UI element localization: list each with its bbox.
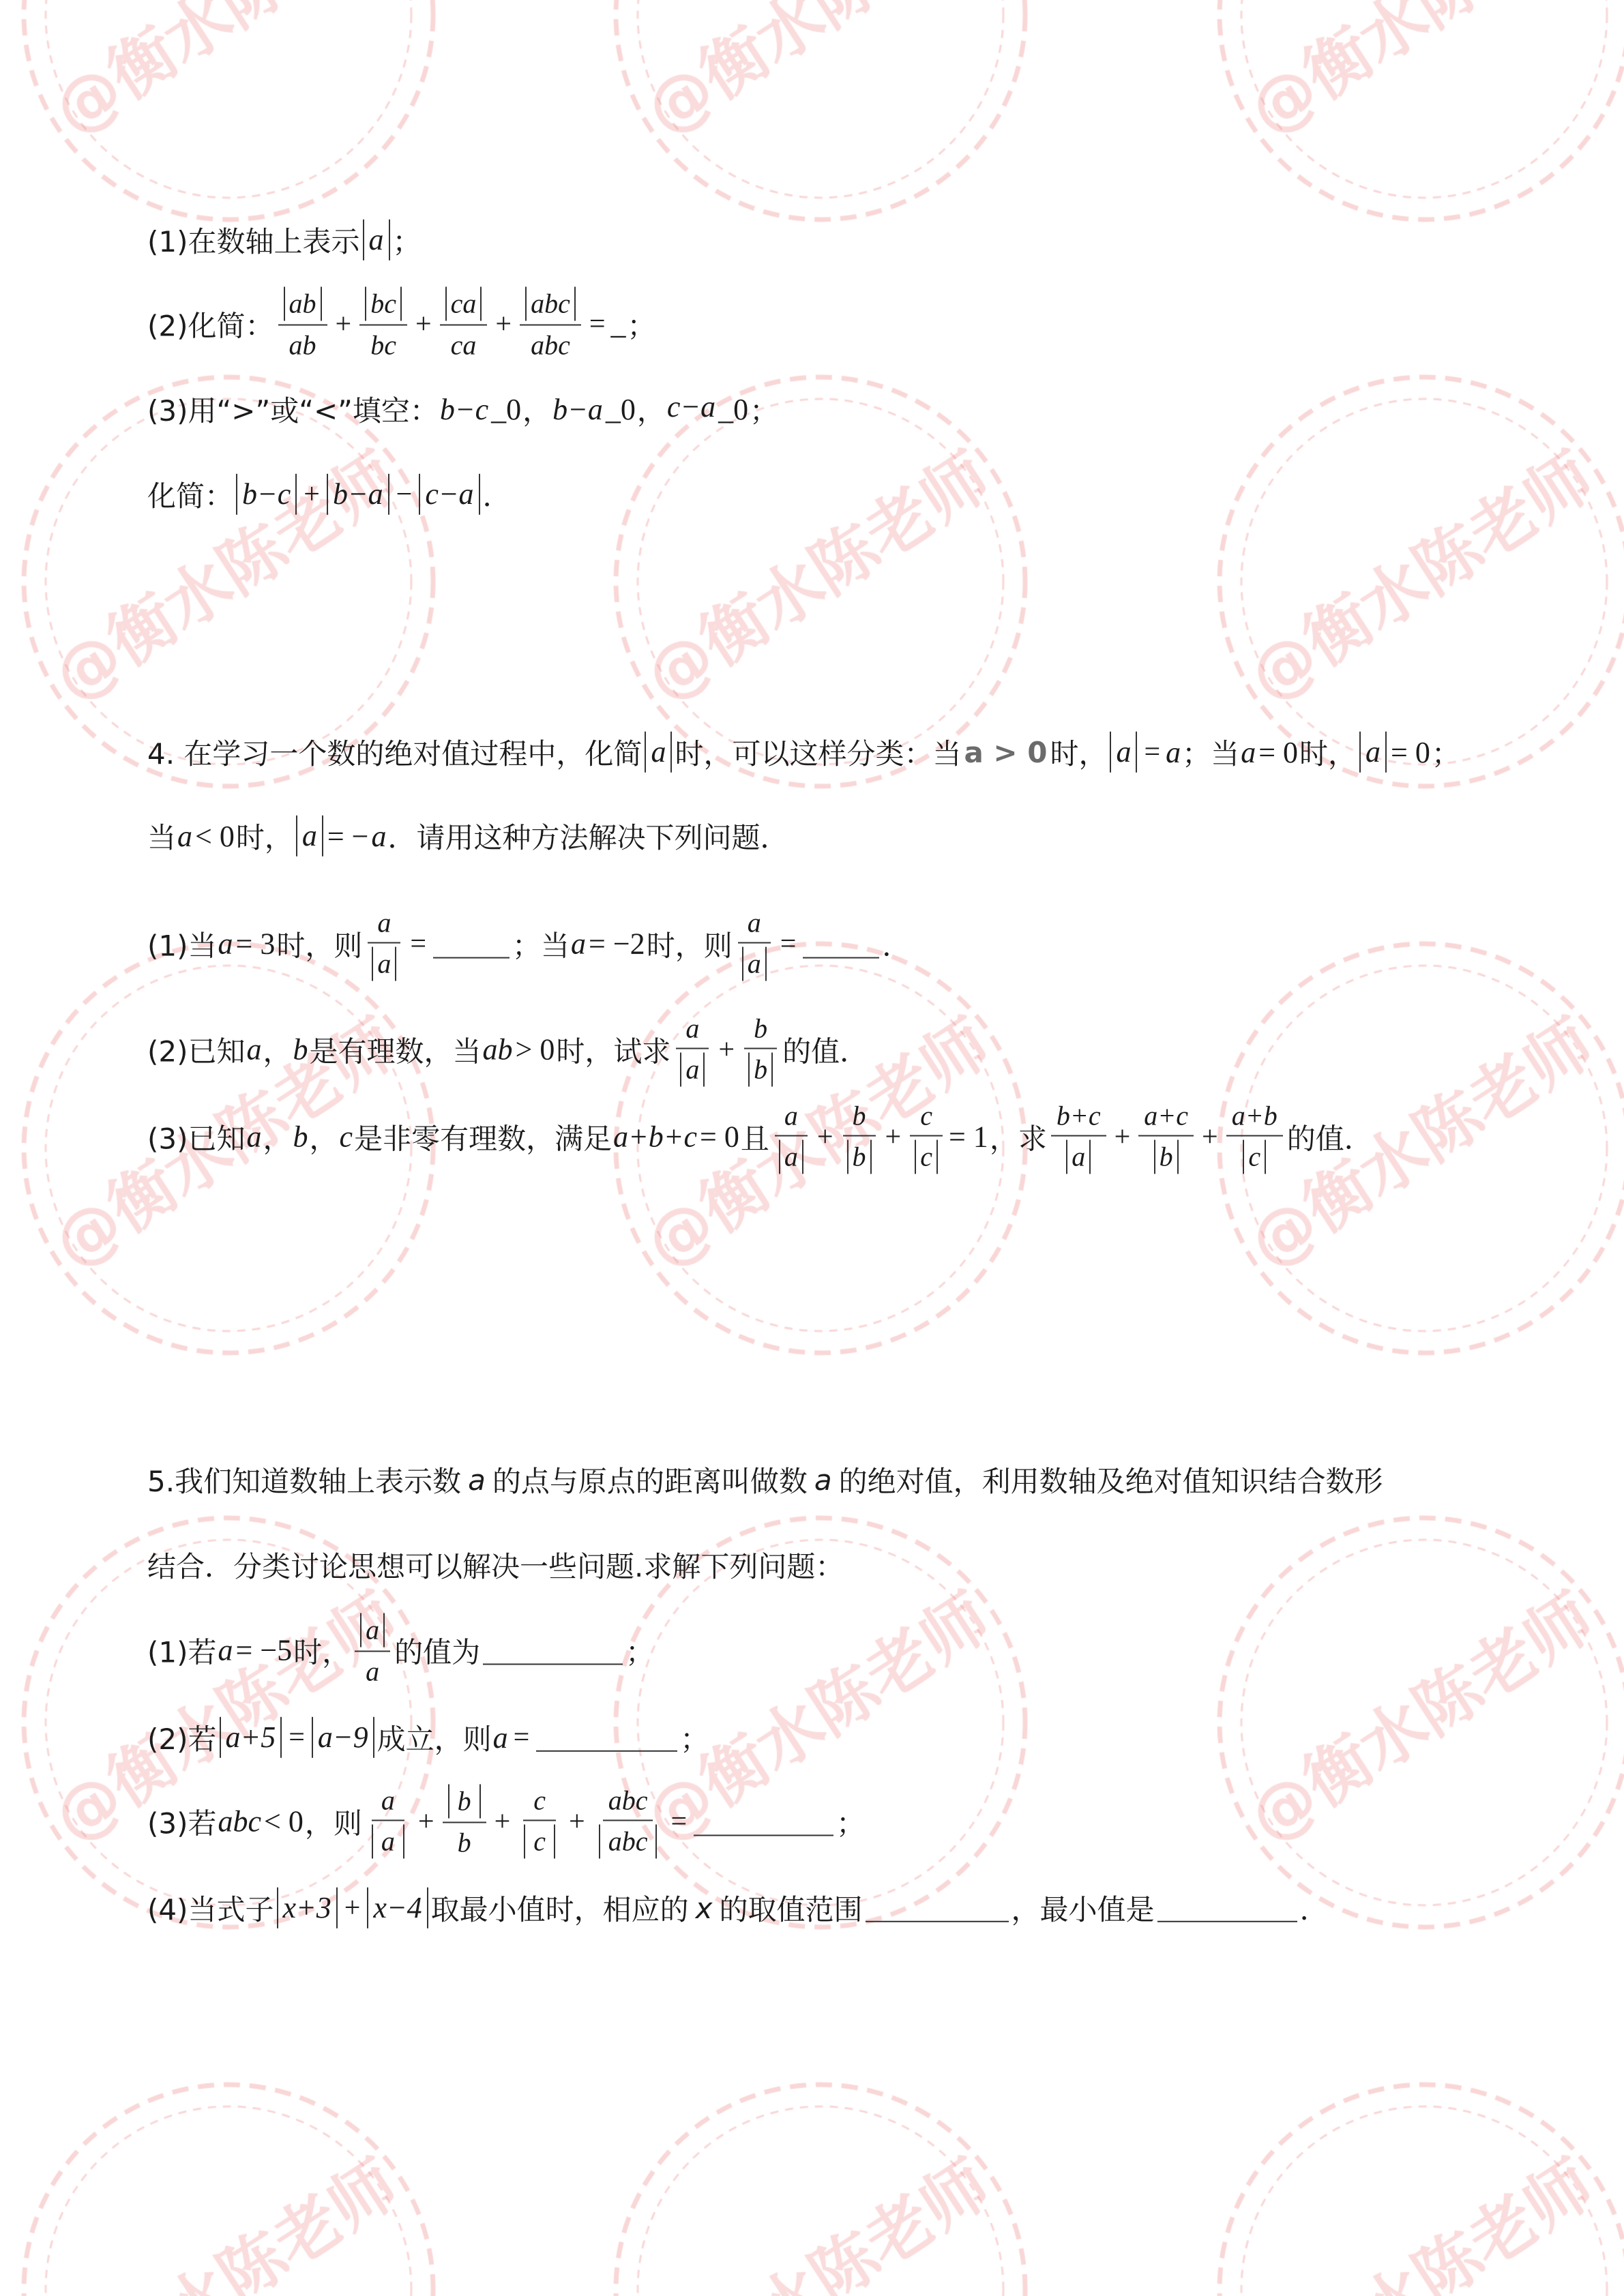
denominator bbox=[518, 1821, 561, 1859]
denominator bbox=[1149, 1137, 1184, 1174]
condition-positive: a > 0 bbox=[964, 735, 1048, 769]
plus-sign: + bbox=[569, 1806, 585, 1837]
var-c: c bbox=[533, 1825, 546, 1857]
numerator bbox=[355, 1613, 390, 1652]
numerator bbox=[372, 1785, 404, 1821]
comma: ， bbox=[263, 1122, 292, 1155]
condition-negative: < 0 bbox=[264, 1804, 304, 1838]
q5-part4 bbox=[147, 1888, 1329, 1928]
expr-abc: abc bbox=[218, 1804, 262, 1838]
q4-part2-prefix: (2)已知 bbox=[147, 1034, 246, 1068]
var-a: a bbox=[685, 1013, 700, 1044]
var-b: b bbox=[1159, 1141, 1173, 1172]
q5-part2-post: 成立，则 bbox=[377, 1722, 492, 1756]
value-zero: = 0 bbox=[1391, 735, 1430, 769]
expr-a-plus-c: a+c bbox=[1144, 1100, 1189, 1131]
q3-part2-suffix: ； bbox=[627, 309, 656, 342]
fraction-abc-over-abs-abc bbox=[593, 1785, 663, 1859]
q4-part2 bbox=[147, 1013, 868, 1087]
condition-negative: < 0 bbox=[195, 819, 235, 853]
denominator bbox=[1237, 1137, 1271, 1174]
var-c: c bbox=[920, 1141, 932, 1172]
abs-a bbox=[372, 947, 396, 981]
abs-c bbox=[524, 1825, 555, 1859]
negative-value: = − bbox=[327, 819, 369, 853]
var-a: a bbox=[468, 1463, 486, 1497]
expr-a-plus-b: a+b bbox=[1231, 1100, 1278, 1131]
fraction-bc bbox=[359, 287, 407, 361]
abs-b bbox=[448, 1785, 481, 1819]
answer-blank bbox=[694, 1807, 833, 1836]
line2-prefix: 当 bbox=[147, 820, 177, 854]
q4-intro-line1 bbox=[147, 732, 1460, 773]
plus-sign: + bbox=[335, 308, 352, 340]
abs-c bbox=[915, 1140, 938, 1174]
expr-bc: bc bbox=[370, 288, 396, 319]
separator: ， bbox=[636, 394, 666, 428]
equals-sign: = bbox=[589, 308, 606, 340]
then-text: ，则 bbox=[304, 1806, 362, 1840]
q3-simplify-prefix: 化简： bbox=[147, 479, 234, 513]
var-a: a bbox=[492, 1720, 508, 1755]
minus-sign: − bbox=[396, 478, 413, 510]
var-a: a bbox=[571, 927, 587, 961]
abs-bc bbox=[365, 287, 402, 321]
var-a: a bbox=[1241, 735, 1256, 769]
var-b: b bbox=[293, 1032, 308, 1067]
fraction-a-over-abs-a bbox=[773, 1100, 809, 1174]
q5-intro-b: 的点与原点的距离叫做数 bbox=[492, 1465, 808, 1498]
denominator bbox=[366, 1821, 410, 1859]
abs-a bbox=[645, 732, 672, 773]
abs-x-minus-4 bbox=[367, 1888, 428, 1928]
numerator bbox=[368, 907, 400, 944]
numerator bbox=[603, 1785, 653, 1821]
numerator bbox=[443, 1785, 486, 1823]
expr-bc: bc bbox=[370, 329, 396, 361]
q5-part2 bbox=[147, 1717, 709, 1758]
expr-b-minus-c: b−c bbox=[242, 477, 291, 511]
denominator bbox=[842, 1137, 877, 1174]
equals-one: = 1 bbox=[948, 1120, 988, 1154]
abs-b-minus-a bbox=[327, 474, 389, 515]
fraction-abc bbox=[520, 287, 581, 361]
numerator bbox=[738, 907, 771, 944]
q5-part2-prefix: (2)若 bbox=[147, 1722, 217, 1756]
var-a: a bbox=[177, 819, 193, 853]
denominator bbox=[284, 326, 322, 361]
plus-sign: + bbox=[1114, 1121, 1131, 1152]
equals-sign: = bbox=[1144, 736, 1161, 768]
var-a: a bbox=[1072, 1141, 1086, 1172]
var-a: a bbox=[1116, 734, 1132, 769]
var-b: b bbox=[457, 1785, 471, 1817]
q5-part4-mid: 取最小值时，相应的 bbox=[430, 1892, 689, 1926]
line-end: ； bbox=[680, 1722, 709, 1756]
numerator bbox=[1226, 1100, 1283, 1137]
var-a: a bbox=[246, 1032, 262, 1067]
expr-ca: ca bbox=[450, 288, 477, 319]
shi-text: 时， bbox=[293, 1635, 351, 1669]
line-end: ； bbox=[836, 1806, 866, 1840]
shi-text: 时， bbox=[1050, 736, 1108, 771]
condition-zero: = 0 bbox=[1258, 735, 1299, 769]
q5-part3 bbox=[147, 1785, 865, 1859]
fraction-b-over-abs-b bbox=[842, 1100, 877, 1174]
expr-abc: abc bbox=[531, 288, 570, 319]
fraction-c-over-abs-c bbox=[909, 1100, 943, 1174]
comma: ， bbox=[263, 1034, 292, 1068]
var-c: c bbox=[533, 1785, 546, 1816]
q5-intro-line2-text: 结合．分类讨论思想可以解决一些问题.求解下列问题： bbox=[147, 1550, 844, 1583]
abs-abc bbox=[599, 1825, 658, 1859]
expr-a-plus-5: a+5 bbox=[225, 1720, 276, 1754]
numerator bbox=[523, 1785, 556, 1821]
denominator bbox=[909, 1137, 943, 1174]
numerator bbox=[676, 1013, 709, 1049]
var-b: b bbox=[754, 1013, 768, 1044]
abs-a-plus-5 bbox=[220, 1717, 282, 1758]
var-a: a bbox=[371, 819, 387, 853]
condition-positive: > 0 bbox=[515, 1032, 555, 1067]
denominator bbox=[737, 944, 772, 981]
var-b: b bbox=[852, 1141, 866, 1172]
fraction-a-over-abs-a bbox=[366, 907, 402, 981]
q4-intro-text2: 时，可以这样分类：当 bbox=[675, 736, 962, 771]
answer-blank bbox=[803, 929, 879, 958]
q3-part3-prefix: (3)用“>”或“<”填空： bbox=[147, 394, 439, 428]
expr-c-minus-a: c−a bbox=[425, 477, 474, 511]
value-3: = 3 bbox=[235, 927, 276, 961]
var-b: b bbox=[852, 1100, 866, 1131]
var-a: a bbox=[301, 818, 317, 852]
q3-part1 bbox=[147, 220, 422, 260]
abs-a bbox=[1066, 1140, 1091, 1174]
answer-blank: _ bbox=[610, 307, 626, 341]
var-b: b bbox=[293, 1120, 308, 1154]
fraction-a-over-abs-a bbox=[675, 1013, 710, 1087]
answer-blank bbox=[433, 929, 510, 958]
line-end: ； bbox=[625, 1635, 655, 1669]
range-blank bbox=[866, 1894, 1009, 1922]
var-a: a bbox=[747, 907, 761, 938]
plus-sign: + bbox=[344, 1892, 361, 1924]
denominator bbox=[445, 326, 482, 361]
var-a: a bbox=[381, 1825, 395, 1857]
line2-postfix: ．请用这种方法解决下列问题． bbox=[387, 820, 789, 854]
fraction-a-over-abs-a bbox=[737, 907, 772, 981]
then-text: 时，则 bbox=[276, 929, 363, 962]
plus-sign: + bbox=[495, 308, 512, 340]
var-b: b bbox=[457, 1827, 471, 1858]
line-end: 的值． bbox=[1286, 1122, 1373, 1155]
value-neg-5: = −5 bbox=[235, 1633, 293, 1667]
q4-intro-line2 bbox=[147, 816, 789, 856]
fill-blank: _0 bbox=[718, 392, 749, 426]
fraction-bc-over-abs-a bbox=[1051, 1100, 1106, 1174]
q4-part1 bbox=[147, 907, 911, 981]
expr-abc: abc bbox=[608, 1825, 648, 1857]
plus-sign: + bbox=[417, 1806, 434, 1837]
var-a: a bbox=[366, 1614, 380, 1645]
q3-simplify bbox=[147, 474, 512, 515]
value-neg-2: = −2 bbox=[589, 927, 645, 961]
fraction-ac-over-abs-b bbox=[1138, 1100, 1194, 1174]
abs-abc bbox=[525, 287, 576, 321]
plus-sign: + bbox=[304, 478, 320, 510]
plus-sign: + bbox=[718, 1034, 735, 1065]
var-a: a bbox=[784, 1141, 798, 1172]
denominator bbox=[593, 1821, 663, 1859]
q3-part2 bbox=[147, 287, 656, 361]
q5-part1 bbox=[147, 1613, 654, 1688]
var-c: c bbox=[920, 1100, 932, 1131]
answer-blank bbox=[483, 1636, 623, 1665]
abs-b bbox=[847, 1140, 872, 1174]
q5-intro-a: 5.我们知道数轴上表示数 bbox=[147, 1465, 462, 1498]
fraction-abs-a-over-a bbox=[355, 1613, 390, 1688]
expr-ab: ab bbox=[289, 329, 316, 361]
q4-part3-prefix: (3)已知 bbox=[147, 1122, 246, 1155]
case-separator: ；当 bbox=[1182, 736, 1240, 771]
abs-b-minus-c bbox=[236, 474, 297, 515]
abs-a bbox=[372, 1825, 404, 1859]
numerator bbox=[359, 287, 407, 326]
expr-abc: abc bbox=[531, 329, 570, 361]
denominator bbox=[743, 1049, 778, 1087]
ask-text: 时，试求 bbox=[556, 1034, 671, 1068]
numerator bbox=[1138, 1100, 1194, 1137]
plus-sign: + bbox=[494, 1806, 511, 1837]
q3-part3 bbox=[147, 389, 778, 430]
abs-a bbox=[1110, 732, 1137, 773]
abs-ca bbox=[445, 287, 482, 321]
q3-part3-suffix: ； bbox=[750, 394, 779, 428]
var-a: a bbox=[685, 1054, 700, 1085]
shi-text: 时， bbox=[235, 820, 293, 854]
equals-sign: = bbox=[410, 928, 427, 959]
var-c: c bbox=[1248, 1141, 1261, 1172]
var-a: a bbox=[784, 1100, 798, 1131]
q3-simplify-suffix: ． bbox=[482, 479, 512, 513]
plus-sign: + bbox=[1202, 1121, 1218, 1152]
var-a: a bbox=[377, 948, 392, 979]
q5-part1-prefix: (1)若 bbox=[147, 1635, 217, 1669]
var-a: a bbox=[246, 1120, 262, 1154]
shi-text: 时， bbox=[1299, 736, 1357, 771]
answer-blank bbox=[536, 1723, 677, 1752]
denominator bbox=[452, 1823, 477, 1859]
separator: ；当 bbox=[512, 929, 570, 962]
expr-a-minus-9: a−9 bbox=[317, 1720, 368, 1754]
abs-a bbox=[779, 1140, 803, 1174]
numerator bbox=[278, 287, 327, 326]
q3-part1-suffix: ； bbox=[392, 224, 422, 258]
fraction-ab-over-abs-c bbox=[1226, 1100, 1283, 1174]
expr-ab: ab bbox=[482, 1032, 513, 1067]
numerator bbox=[1051, 1100, 1106, 1137]
equals-sign: = bbox=[670, 1806, 688, 1837]
abs-x-plus-3 bbox=[277, 1888, 338, 1928]
abs-a bbox=[363, 220, 390, 260]
denominator bbox=[773, 1137, 809, 1174]
fraction-abs-b-over-b bbox=[443, 1785, 486, 1859]
and-text: 且 bbox=[740, 1122, 769, 1155]
ask-text: ，求 bbox=[989, 1122, 1047, 1155]
plus-sign: + bbox=[415, 308, 432, 340]
abs-a-minus-9 bbox=[312, 1717, 374, 1758]
numerator bbox=[520, 287, 581, 326]
q3-part1-prefix: (1)在数轴上表示 bbox=[147, 224, 360, 258]
abs-a bbox=[742, 947, 767, 981]
var-a: a bbox=[1166, 735, 1181, 769]
q5-part4-comma: ，最小值是 bbox=[1011, 1892, 1155, 1926]
var-a: a bbox=[1365, 734, 1381, 769]
q4-part3-mid: 是非零有理数，满足 bbox=[354, 1122, 612, 1155]
line-end: ． bbox=[1299, 1892, 1329, 1926]
denominator bbox=[360, 1652, 385, 1688]
plus-sign: + bbox=[885, 1121, 902, 1152]
fraction-ab bbox=[278, 287, 327, 361]
expr-abc: abc bbox=[608, 1785, 648, 1816]
var-a: a bbox=[366, 1656, 380, 1687]
abs-c bbox=[1243, 1140, 1266, 1174]
expr-ab: ab bbox=[289, 288, 316, 319]
denominator bbox=[366, 944, 402, 981]
comma: ， bbox=[309, 1122, 338, 1155]
var-a: a bbox=[814, 1463, 832, 1497]
line-end: ． bbox=[882, 929, 911, 962]
abs-b bbox=[748, 1053, 773, 1087]
equals-sign: = bbox=[780, 928, 797, 959]
separator: ， bbox=[522, 394, 552, 428]
expr-b-plus-c: b+c bbox=[1056, 1100, 1101, 1131]
numerator bbox=[440, 287, 488, 326]
abs-a bbox=[360, 1613, 385, 1648]
q4-intro-text: 4. 在学习一个数的绝对值过程中，化简 bbox=[147, 736, 643, 771]
expr-b-minus-c: b−c bbox=[439, 392, 489, 426]
abs-b bbox=[1154, 1140, 1179, 1174]
expr-b-minus-a: b−a bbox=[552, 392, 603, 426]
abs-a bbox=[680, 1053, 705, 1087]
numerator bbox=[843, 1100, 876, 1137]
q5-part1-post: 的值为 bbox=[394, 1635, 481, 1669]
fraction-ca bbox=[440, 287, 488, 361]
q5-part4-mid2: 的取值范围 bbox=[719, 1892, 863, 1926]
expr-x-plus-3: x+3 bbox=[282, 1890, 331, 1924]
var-a: a bbox=[747, 948, 761, 979]
var-a: a bbox=[651, 734, 666, 769]
expr-ca: ca bbox=[450, 329, 477, 361]
var-a: a bbox=[368, 222, 384, 256]
q4-part2-mid: 是有理数，当 bbox=[309, 1034, 482, 1068]
then-text: 时，则 bbox=[646, 929, 733, 962]
var-a: a bbox=[218, 927, 233, 961]
numerator bbox=[744, 1013, 777, 1049]
denominator bbox=[525, 326, 576, 361]
numerator bbox=[910, 1100, 943, 1137]
min-value-blank bbox=[1157, 1894, 1297, 1922]
abs-a bbox=[1359, 732, 1387, 773]
q4-part3 bbox=[147, 1100, 1373, 1174]
q5-part3-prefix: (3)若 bbox=[147, 1806, 217, 1840]
var-a: a bbox=[377, 907, 392, 938]
fill-blank: _0 bbox=[605, 392, 636, 426]
abs-ab bbox=[284, 287, 322, 321]
var-a: a bbox=[218, 1633, 233, 1667]
var-b: b bbox=[754, 1054, 768, 1085]
q5-intro-c: 的绝对值，利用数轴及绝对值知识结合数形 bbox=[838, 1465, 1383, 1498]
plus-sign: + bbox=[816, 1121, 833, 1152]
denominator bbox=[365, 326, 402, 361]
expr-sum: a+b+c bbox=[613, 1120, 697, 1154]
abs-a bbox=[296, 816, 323, 856]
denominator bbox=[1061, 1137, 1096, 1174]
var-c: c bbox=[339, 1120, 353, 1154]
fraction-a-over-abs-a bbox=[366, 1785, 410, 1859]
var-x: x bbox=[695, 1891, 713, 1925]
equals-sign: = bbox=[513, 1721, 530, 1753]
expr-c-minus-a: c−a bbox=[666, 389, 716, 423]
expr-b-minus-a: b−a bbox=[332, 477, 383, 511]
denominator bbox=[675, 1049, 710, 1087]
q4-part1-prefix: (1)当 bbox=[147, 929, 217, 962]
q5-part4-prefix: (4)当式子 bbox=[147, 1892, 274, 1926]
equals-sign: = bbox=[289, 1721, 305, 1753]
line-end: 的值． bbox=[782, 1034, 869, 1068]
fraction-b-over-abs-b bbox=[743, 1013, 778, 1087]
line-end: ； bbox=[1431, 736, 1460, 771]
abs-c-minus-a bbox=[419, 474, 479, 515]
fill-blank: _0 bbox=[491, 392, 522, 426]
expr-x-minus-4: x−4 bbox=[373, 1890, 422, 1924]
q5-intro-line2 bbox=[147, 1545, 844, 1585]
var-a: a bbox=[381, 1785, 395, 1816]
fraction-c-over-abs-c bbox=[518, 1785, 561, 1859]
q5-intro-line1 bbox=[147, 1459, 1383, 1500]
q3-part2-prefix: (2)化简： bbox=[147, 309, 274, 342]
equals-zero: = 0 bbox=[700, 1120, 739, 1154]
numerator bbox=[775, 1100, 808, 1137]
